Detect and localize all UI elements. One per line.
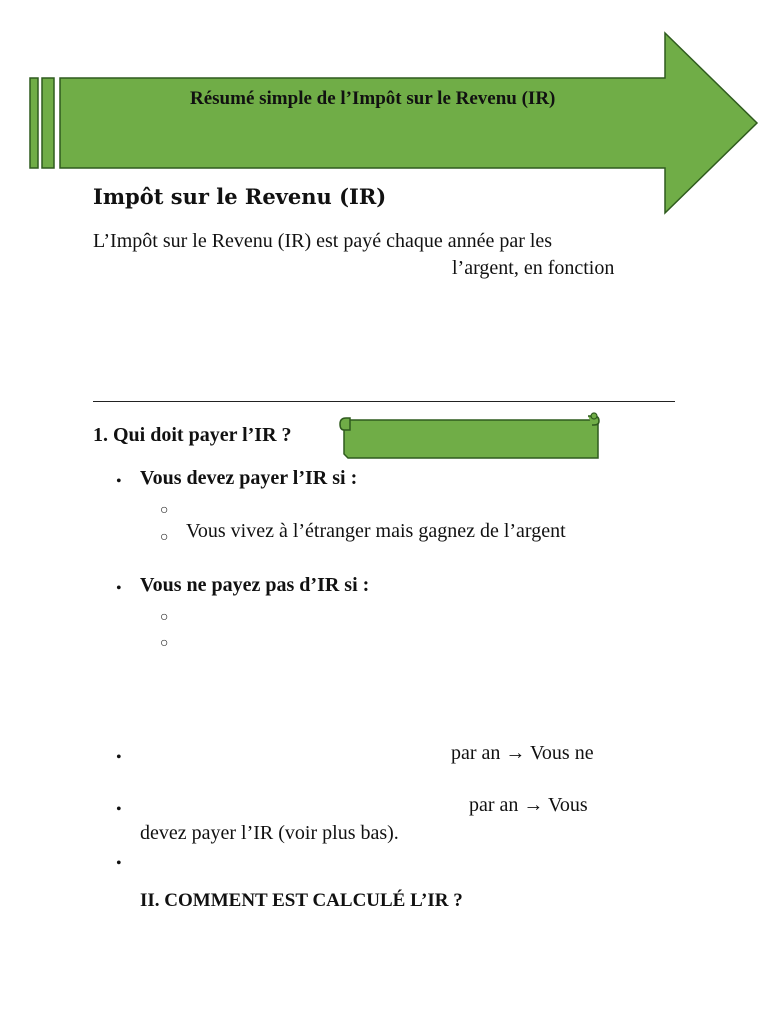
bullet-icon: • — [116, 855, 122, 872]
section-heading: Impôt sur le Revenu (IR) — [93, 184, 387, 209]
threshold-bullet-2: par an → Vous — [469, 794, 588, 816]
bullet-icon: • — [116, 473, 122, 490]
banner-stripe-1 — [30, 78, 38, 168]
bullet-icon: • — [116, 801, 122, 818]
question-2-heading: II. COMMENT EST CALCULÉ L’IR ? — [140, 890, 463, 911]
must-pay-label: Vous devez payer l’IR si : — [140, 467, 358, 489]
bullet-icon: • — [116, 749, 122, 766]
must-pay-item-2: Vous vivez à l’étranger mais gagnez de l’argent — [186, 520, 566, 542]
horizontal-rule — [93, 401, 675, 402]
question-1-heading: 1. Qui doit payer l’IR ? — [93, 424, 292, 446]
intro-text-line-1: L’Impôt sur le Revenu (IR) est payé chaque année par les — [93, 230, 553, 252]
threshold-bullet-2-cont: devez payer l’IR (voir plus bas). — [140, 822, 399, 844]
subbullet-icon: ○ — [160, 530, 169, 545]
threshold-bullet-1: par an → Vous ne — [451, 742, 594, 764]
banner-stripe-2 — [42, 78, 54, 168]
subbullet-icon: ○ — [160, 636, 169, 651]
green-scroll-banner — [336, 408, 602, 464]
banner-title: Résumé simple de l’Impôt sur le Revenu (IR) — [190, 88, 556, 109]
subbullet-icon: ○ — [160, 610, 169, 625]
no-pay-label: Vous ne payez pas d’IR si : — [140, 574, 370, 596]
subbullet-icon: ○ — [160, 503, 169, 518]
intro-text-line-2: l’argent, en fonction — [452, 257, 615, 279]
bullet-icon: • — [116, 580, 122, 597]
